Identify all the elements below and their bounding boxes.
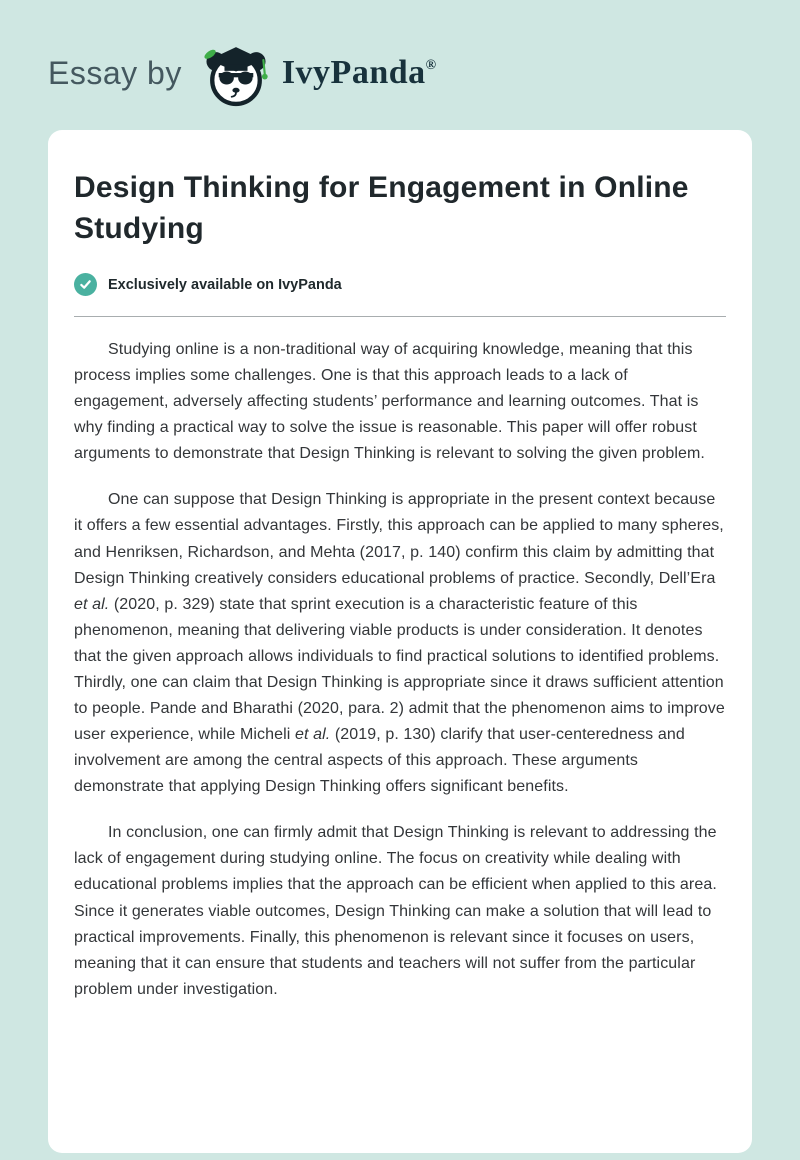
panda-graduation-cap-icon <box>200 37 272 109</box>
availability-text: Exclusively available on IvyPanda <box>108 276 342 293</box>
check-icon <box>74 273 97 296</box>
brand-logo <box>200 37 437 109</box>
paragraph-text: In conclusion, one can firmly admit that Design Thinking is relevant to addressing the lack of engagement during studying online. The focus on creativity while dealing with educational problems implies that the approach can be efficient when applied to this area. Since it generates viable outcomes, Design Thinking can make a solution that will lead to practical improvements. Finally, this phenomenon is relevant since it focuses on users, meaning that it can ensure that students and teachers will not suffer from the particular problem under investigation. <box>74 824 717 998</box>
paragraph-text: (2020, p. 329) state that sprint execution is a characteristic feature of this phenomenon, meaning that delivering viable products is under consideration. It denotes that the given approach allows individuals to find practical solutions to identified problems. Thirdly, one can claim that Design Thinking is appropriate since it draws sufficient attention to people. Pande and Bharathi (2020, para. 2) admit that the phenomenon aims to improve user experience, while Micheli <box>74 595 725 744</box>
paragraph-text: (2019, p. 130) clarify that user-centeredness and involvement are among the central aspects of this approach. These arguments demonstrate that applying Design Thinking offers significant benefits. <box>74 726 685 796</box>
paragraph-text: Studying online is a non-traditional way of acquiring knowledge, meaning that this process implies some challenges. One is that this approach leads to a lack of engagement, adversely affecting students’ performance and learning outcomes. That is why finding a practical way to solve the issue is reasonable. This paper will offer robust arguments to demonstrate that Design Thinking is relevant to solving the given problem. <box>74 341 705 463</box>
essay-paragraph <box>74 337 726 467</box>
page-header <box>0 0 800 112</box>
availability-badge <box>74 273 726 296</box>
brand-name: IvyPanda® <box>281 54 437 91</box>
citation-latin-phrase: et al. <box>294 726 331 744</box>
registered-mark: ® <box>425 58 437 73</box>
essay-card <box>48 130 752 1153</box>
essay-by-label: Essay by <box>48 54 182 91</box>
essay-body <box>74 337 726 1003</box>
divider <box>74 316 726 317</box>
essay-paragraph <box>74 820 726 1003</box>
page-title: Design Thinking for Engagement in Online Studying <box>74 171 689 245</box>
paragraph-text: One can suppose that Design Thinking is appropriate in the present context because it offers a few essential advantages. Firstly, this approach can be applied to many spheres, and Henriksen, Richardson, and Mehta (2017, p. 140) confirm this claim by admitting that Design Thinking creatively considers educational problems of practice. Secondly, Dell’Era <box>74 491 724 587</box>
citation-latin-phrase: et al. <box>74 595 110 613</box>
essay-paragraph <box>74 487 726 800</box>
